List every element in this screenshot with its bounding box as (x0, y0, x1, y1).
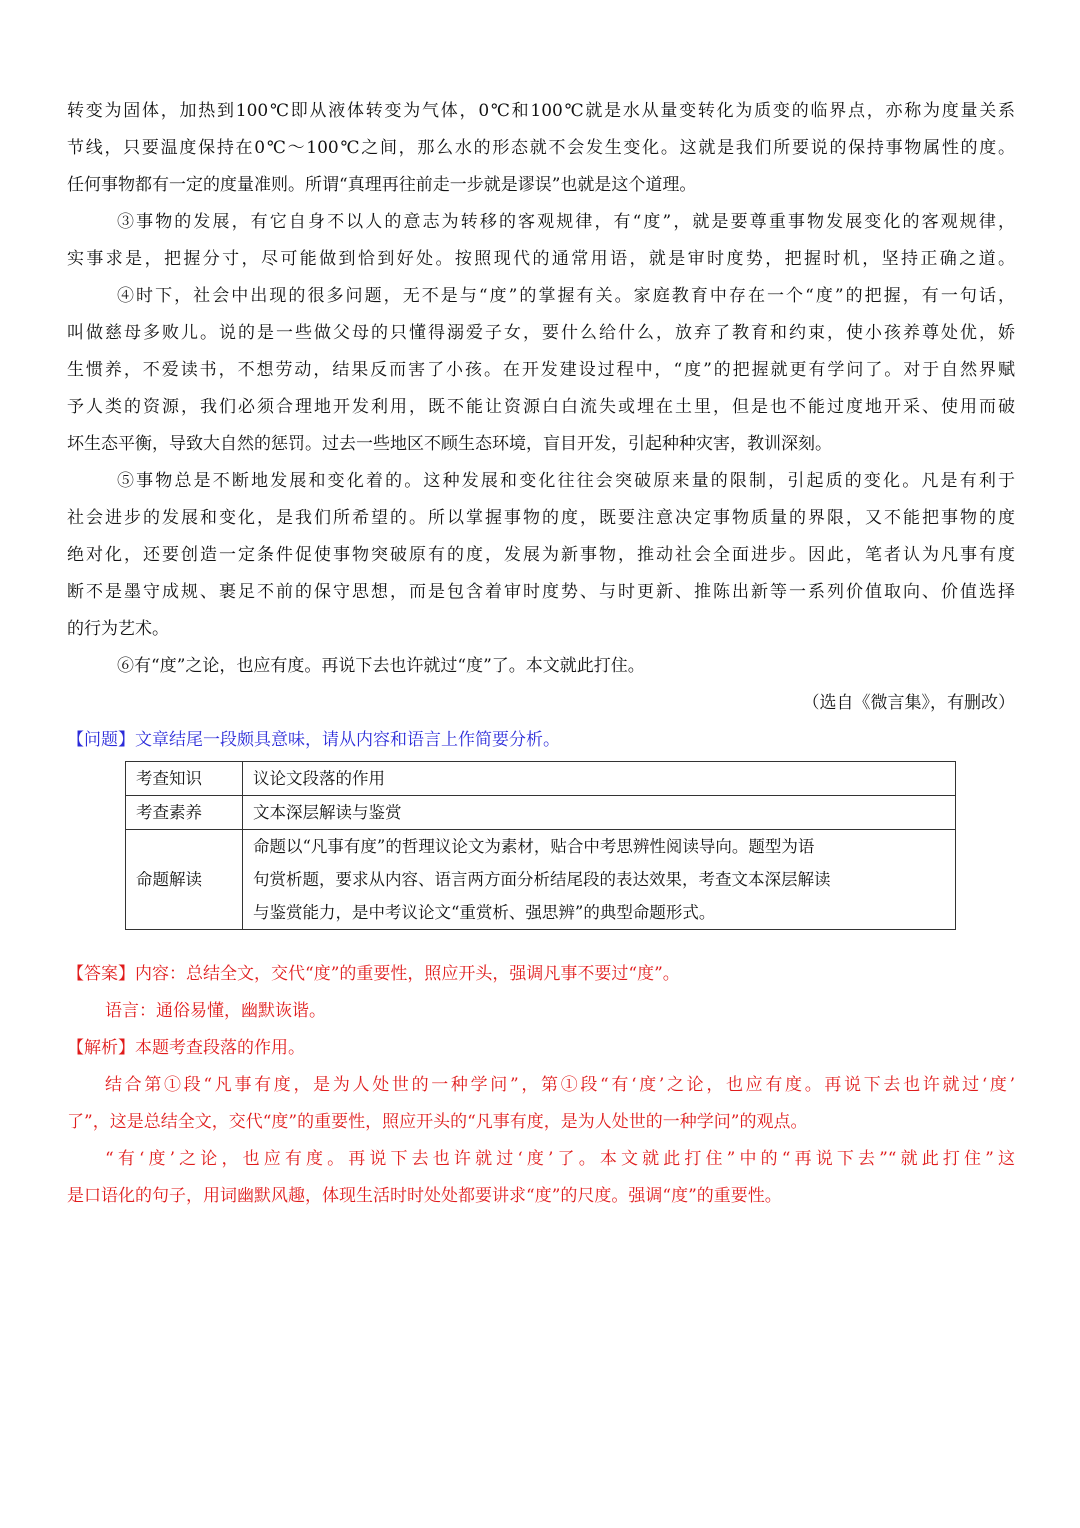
passage-line: ③事物的发展，有它自身不以人的意志为转移的客观规律，有“度”，就是要尊重事物发展变化的客观规律， (117, 212, 1015, 232)
table-key: 考查素养 (126, 796, 243, 830)
table-value: 议论文段落的作用 (243, 762, 956, 796)
table-value (243, 830, 956, 930)
analysis-line: 了”，这是总结全文，交代“度”的重要性，照应开头的“凡事有度，是为人处世的一种学问”的观点。 (67, 1112, 808, 1132)
table-value-line: 句赏析题，要求从内容、语言两方面分析结尾段的表达效果，考查文本深层解读 (253, 870, 831, 889)
answer-content (67, 956, 1015, 993)
passage-line: 节线，只要温度保持在0℃～100℃之间，那么水的形态就不会发生变化。这就是我们所要说的保持事物属性的度。 (67, 138, 1015, 158)
table-value-line: 命题以“凡事有度”的哲理议论文为素材，贴合中考思辨性阅读导向。题型为语 (253, 837, 815, 856)
passage-line: 绝对化，还要创造一定条件促使事物突破原有的度，发展为新事物，推动社会全面进步。因此，笔者认为凡事有度 (67, 545, 1015, 565)
passage-line: 生惯养，不爱读书，不想劳动，结果反而害了小孩。在开发建设过程中，“度”的把握就更有学问了。对于自然界赋 (67, 360, 1015, 380)
passage-line: 予人类的资源，我们必须合理地开发利用，既不能让资源白白流失或埋在土里，但是也不能过度地开采、使用而破 (67, 397, 1015, 417)
answer-tag: 【答案】 (67, 964, 135, 984)
passage-line: 叫做慈母多败儿。说的是一些做父母的只懂得溺爱子女，要什么给什么，放弃了教育和约束，使小孩养尊处优，娇 (67, 323, 1015, 343)
analysis-line: “有‘度’之论，也应有度。再说下去也许就过‘度’了。本文就此打住”中的“再说下去”“就此打住”这 (105, 1149, 1015, 1169)
analysis-table (125, 761, 956, 930)
table-row (126, 796, 956, 830)
passage-line: 断不是墨守成规、裹足不前的保守思想，而是包含着审时度势、与时更新、推陈出新等一系列价值取向、价值选择 (67, 582, 1015, 602)
table-row (126, 762, 956, 796)
passage-line: 坏生态平衡，导致大自然的惩罚。过去一些地区不顾生态环境，盲目开发，引起种种灾害，教训深刻。 (67, 434, 832, 454)
passage-line: 社会进步的发展和变化，是我们所希望的。所以掌握事物的度，既要注意决定事物质量的界限，又不能把事物的度 (67, 508, 1015, 528)
table-value: 文本深层解读与鉴赏 (243, 796, 956, 830)
table-key: 命题解读 (126, 830, 243, 930)
passage-source: （选自《微言集》，有删改） (802, 693, 1015, 713)
answer-content-text: 内容：总结全文，交代“度”的重要性，照应开头，强调凡事不要过“度”。 (135, 964, 680, 984)
table-key: 考查知识 (126, 762, 243, 796)
document-page (67, 93, 1015, 1215)
answer-language: 语言：通俗易懂，幽默诙谐。 (105, 1001, 326, 1021)
analysis-intro-text: 本题考查段落的作用。 (135, 1038, 305, 1058)
question-tag: 【问题】 (67, 730, 135, 750)
passage-line: 任何事物都有一定的度量准则。所谓“真理再往前走一步就是谬误”也就是这个道理。 (67, 175, 697, 195)
analysis-tag: 【解析】 (67, 1038, 135, 1058)
analysis-line: 是口语化的句子，用词幽默风趣，体现生活时时处处都要讲求“度”的尺度。强调“度”的重要性。 (67, 1186, 782, 1206)
passage-line: 的行为艺术。 (67, 619, 169, 639)
table-row (126, 830, 956, 930)
analysis-line: 结合第①段“凡事有度，是为人处世的一种学问”，第①段“有‘度’之论，也应有度。再说下去也许就过‘度’ (105, 1075, 1015, 1095)
question-text: 文章结尾一段颇具意味，请从内容和语言上作简要分析。 (135, 730, 560, 750)
question (67, 722, 1015, 759)
table-value-line: 与鉴赏能力，是中考议论文“重赏析、强思辨”的典型命题形式。 (253, 903, 716, 922)
passage-line: ⑤事物总是不断地发展和变化着的。这种发展和变化往往会突破原来量的限制，引起质的变化。凡是有利于 (117, 471, 1015, 491)
analysis-intro (67, 1030, 1015, 1067)
passage-line: 转变为固体，加热到100℃即从液体转变为气体，0℃和100℃就是水从量变转化为质变的临界点，亦称为度量关系 (67, 101, 1015, 121)
passage-line: ④时下，社会中出现的很多问题，无不是与“度”的掌握有关。家庭教育中存在一个“度”的把握，有一句话， (117, 286, 1015, 306)
passage-line: ⑥有“度”之论，也应有度。再说下去也许就过“度”了。本文就此打住。 (117, 656, 645, 676)
passage-line: 实事求是，把握分寸，尽可能做到恰到好处。按照现代的通常用语，就是审时度势，把握时机，坚持正确之道。 (67, 249, 1015, 269)
